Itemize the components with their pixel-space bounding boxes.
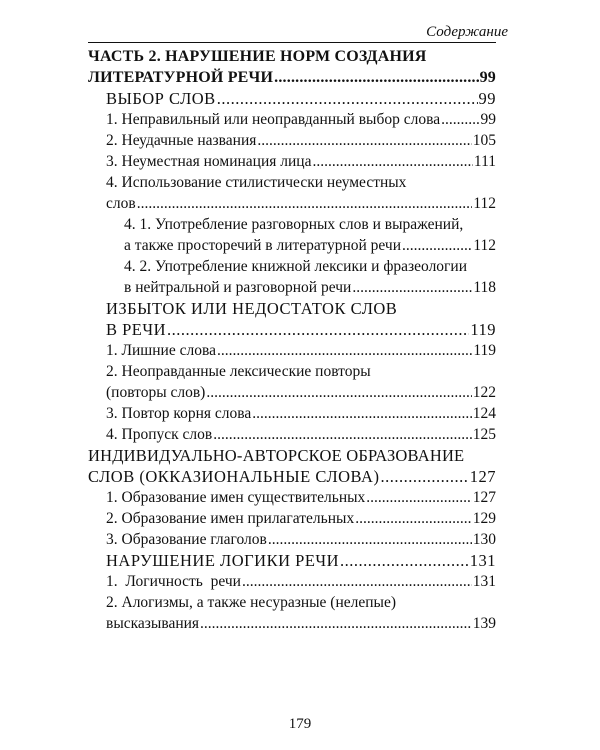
toc-entry-title-line2: (повторы слов) [106,384,206,401]
dot-leader [366,487,471,508]
toc-page-number: 99 [480,111,496,128]
toc-subentry[interactable] [88,214,496,256]
toc-entry[interactable] [88,592,496,634]
toc-page-number: 99 [479,69,496,86]
toc-section-title-line1: ИЗБЫТОК ИЛИ НЕДОСТАТОК СЛОВ [106,299,398,318]
toc-entry-title: 1. Неправильный или неоправданный выбор слова [106,111,441,128]
toc-entry-title: 3. Образование глаголов [106,531,267,548]
toc-section-title-line2: СЛОВ (ОККАЗИОНАЛЬНЫЕ СЛОВА) [88,467,380,486]
toc-entry[interactable] [88,130,496,151]
toc-part-title-line2: ЛИТЕРАТУРНОЙ РЕЧИ [88,69,274,86]
dot-leader [352,277,472,298]
toc-entry[interactable] [88,424,496,445]
toc-entry[interactable] [88,340,496,361]
dot-leader [380,466,468,487]
toc-entry-title: 3. Неуместная номинация лица [106,153,312,170]
running-title: Содержание [426,24,508,40]
toc-page-number: 119 [470,320,496,339]
dot-leader [206,382,471,403]
toc-entry-title-line2: в нейтральной и разговорной речи [124,279,352,296]
toc-page-number: 112 [473,237,496,254]
toc-page-number: 131 [469,551,496,570]
toc-entry[interactable] [88,151,496,172]
toc-part-title-line1: ЧАСТЬ 2. НАРУШЕНИЕ НОРМ СОЗДАНИЯ [88,48,427,65]
dot-leader [355,508,472,529]
toc-entry[interactable] [88,508,496,529]
toc-entry[interactable] [88,487,496,508]
toc-entry-title: 2. Образование имен прилагательных [106,510,355,527]
dot-leader [274,67,478,88]
toc-entry[interactable] [88,109,496,130]
page-number: 179 [288,716,312,732]
toc-part-2[interactable] [88,46,496,88]
toc-entry-title: 3. Повтор корня слова [106,405,252,422]
toc-subentry[interactable] [88,256,496,298]
toc-entry-title-line2: слов [106,195,136,212]
header-rule [88,42,496,43]
dot-leader [137,193,473,214]
dot-leader [252,403,472,424]
toc-page-number: 112 [473,195,496,212]
toc-section-word-choice[interactable] [88,88,496,109]
toc-section-title: НАРУШЕНИЕ ЛОГИКИ РЕЧИ [106,551,340,570]
toc-entry[interactable] [88,403,496,424]
dot-leader [217,88,478,109]
dot-leader [217,340,472,361]
toc-entry-title: 1. Образование имен существительных [106,489,366,506]
toc-page-number: 127 [472,489,496,506]
toc-entry-title: 1. Лишние слова [106,342,216,359]
toc-page-number: 129 [472,510,496,527]
toc-page-number: 111 [473,153,496,170]
dot-leader [312,151,472,172]
table-of-contents [88,46,496,634]
dot-leader [441,109,479,130]
toc-page-number: 131 [472,573,496,590]
toc-page-number: 139 [472,615,496,632]
toc-entry-title-line2: а также просторечий в литературной речи [124,237,401,254]
toc-page-number: 118 [473,279,496,296]
toc-entry-title: 2. Неудачные названия [106,132,257,149]
dot-leader [213,424,472,445]
toc-entry-title-line1: 2. Алогизмы, а также несуразные (нелепые) [106,594,396,611]
dot-leader [402,235,472,256]
toc-page-number: 127 [469,467,496,486]
toc-entry-title-line1: 2. Неоправданные лексические повторы [106,363,371,380]
dot-leader [268,529,472,550]
toc-section-title: ВЫБОР СЛОВ [106,89,216,108]
toc-page-number: 105 [472,132,496,149]
toc-page-number: 119 [473,342,496,359]
toc-section-title-line2: В РЕЧИ [106,320,167,339]
toc-page-number: 130 [472,531,496,548]
toc-entry[interactable] [88,571,496,592]
toc-section-excess-words[interactable] [88,298,496,340]
dot-leader [340,550,469,571]
toc-entry-title-line1: 4. Использование стилистически неуместных [106,174,407,191]
toc-entry[interactable] [88,172,496,214]
dot-leader [167,319,469,340]
toc-page-number: 99 [478,89,496,108]
toc-section-logic[interactable] [88,550,496,571]
toc-page-number: 122 [472,384,496,401]
toc-page-number: 125 [472,426,496,443]
toc-entry-title-line2: высказывания [106,615,200,632]
toc-entry-title: 4. Пропуск слов [106,426,213,443]
toc-entry[interactable] [88,529,496,550]
dot-leader [242,571,472,592]
dot-leader [200,613,472,634]
toc-entry-title: 1. Логичность речи [106,573,241,590]
toc-section-title-line1: ИНДИВИДУАЛЬНО-АВТОРСКОЕ ОБРАЗОВАНИЕ [88,446,465,465]
toc-entry[interactable] [88,361,496,403]
toc-entry-title-line1: 4. 2. Употребление книжной лексики и фразеологии [124,258,468,275]
toc-section-occasional-words[interactable] [88,445,496,487]
dot-leader [257,130,471,151]
toc-page-number: 124 [472,405,496,422]
toc-entry-title-line1: 4. 1. Употребление разговорных слов и выражений, [124,216,464,233]
